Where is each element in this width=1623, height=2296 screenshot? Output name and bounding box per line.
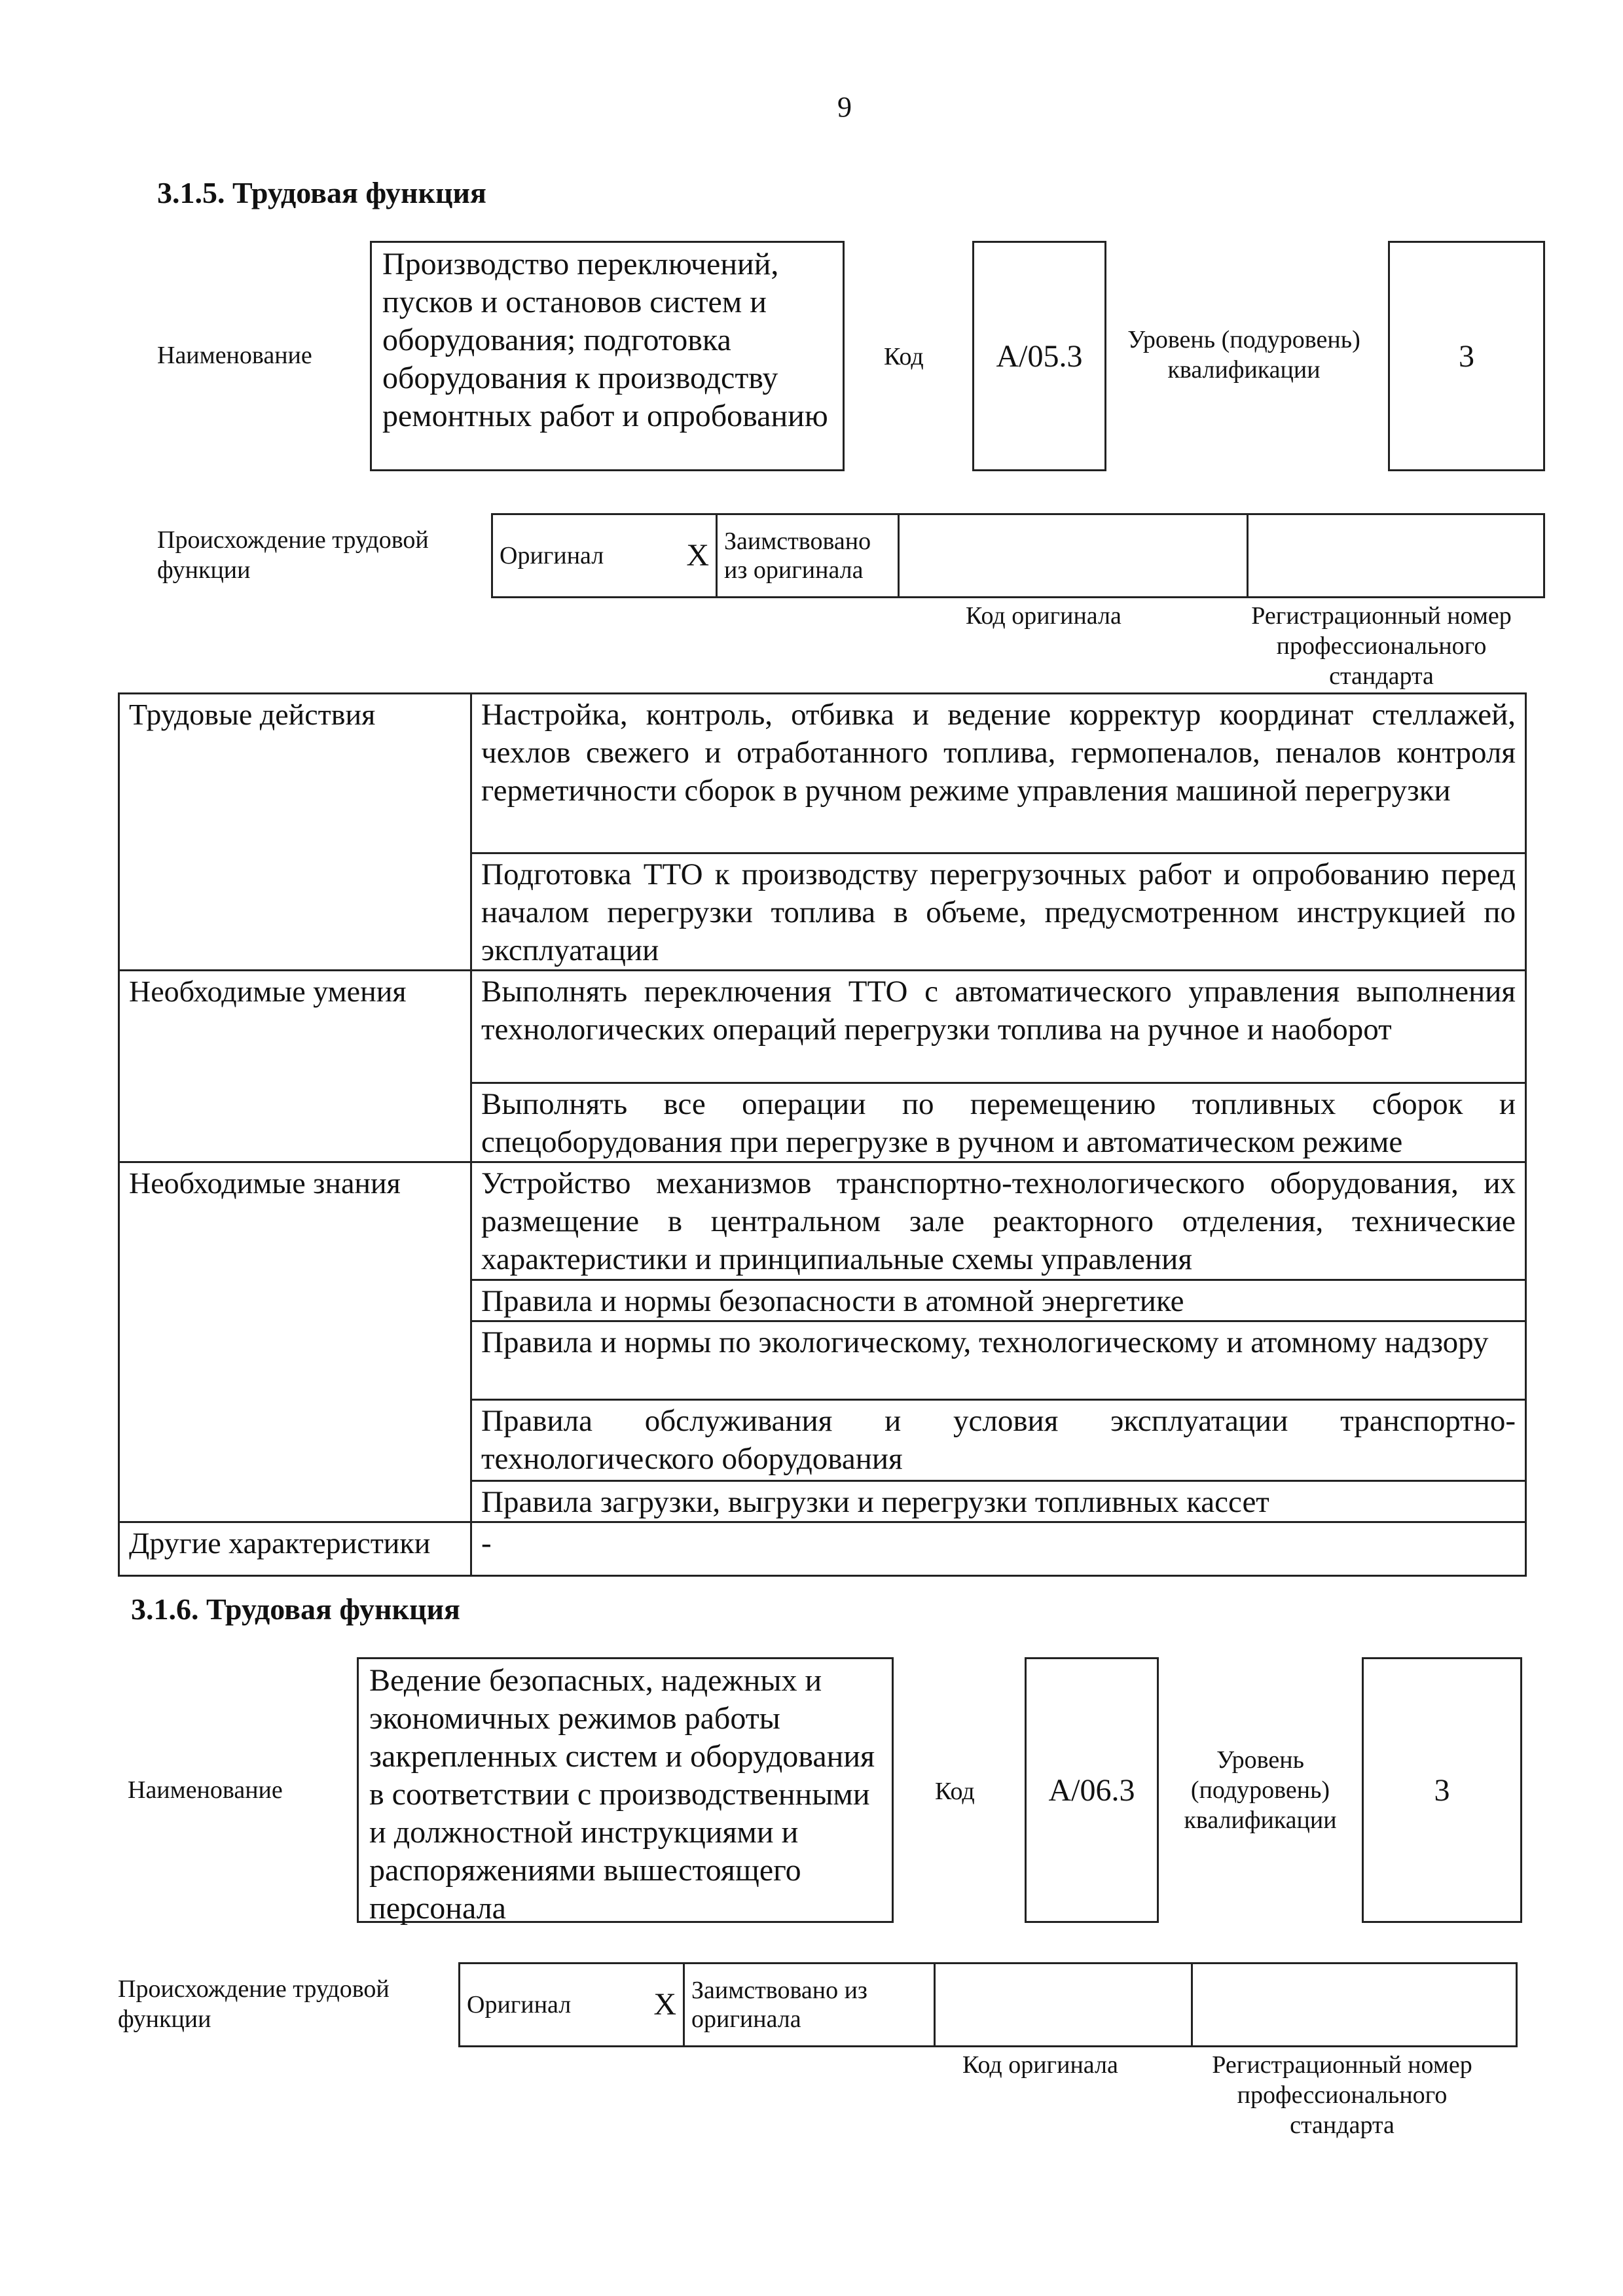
knowledge-item: Устройство механизмов транспортно-технологического оборудования, их размещение в центральном зале реакторного отделения, технические характеристики и принципиальные схемы управления [471, 1162, 1526, 1280]
skill-item: Выполнять переключения ТТО с автоматического управления выполнения технологических операций перегрузки топлива на ручное и наоборот [471, 971, 1526, 1083]
knowledge-item: Правила и нормы безопасности в атомной энергетике [471, 1280, 1526, 1321]
code-original-cell [899, 514, 1248, 598]
origin-label: Происхождение трудовой функции [157, 526, 429, 584]
level-box [1362, 1657, 1522, 1923]
function-name-box [370, 241, 845, 471]
level-value: 3 [1434, 1772, 1450, 1808]
page-number: 9 [837, 91, 852, 123]
skill-item: Выполнять все операции по перемещению топливных сборок и спецоборудования при перегрузке в ручном и автоматическом режиме [471, 1083, 1526, 1162]
origin-table [458, 1962, 1518, 2047]
borrowed-cell: Заимствовано из оригинала [684, 1964, 935, 2047]
original-label: Оригинал [467, 1991, 572, 2018]
original-label: Оригинал [500, 542, 604, 569]
code-value: А/05.3 [996, 338, 1083, 374]
knowledge-item: Правила загрузки, выгрузки и перегрузки топливных кассет [471, 1481, 1526, 1522]
origin-label: Происхождение трудовой функции [118, 1975, 390, 2033]
function-name-text: Ведение безопасных, надежных и экономичных режимов работы закрепленных систем и оборудования в соответствии с производственными и должностной инструкциями и распоряжениями вышестоящего персонала [369, 1663, 875, 1926]
name-label: Наименование [157, 342, 312, 369]
code-box [972, 241, 1106, 471]
code-label: Код [884, 343, 924, 370]
code-original-cell [935, 1964, 1192, 2047]
level-value: 3 [1459, 338, 1474, 374]
characteristics-table [118, 692, 1527, 1577]
reg-number-caption: Регистрационный номер профессионального стандарта [1251, 602, 1512, 690]
knowledge-item: Правила обслуживания и условия эксплуатации транспортно-технологического оборудования [471, 1400, 1526, 1481]
other-characteristics-value: - [471, 1522, 1526, 1576]
borrowed-cell: Заимствовано из оригинала [717, 514, 899, 598]
section-heading-3-1-5: 3.1.5. Трудовая функция [157, 176, 486, 209]
reg-number-cell [1192, 1964, 1517, 2047]
level-box [1388, 241, 1545, 471]
origin-table [491, 513, 1545, 598]
code-box [1025, 1657, 1159, 1923]
knowledge-item: Правила и нормы по экологическому, технологическому и атомному надзору [471, 1321, 1526, 1400]
reg-number-cell [1248, 514, 1544, 598]
level-label: Уровень (подуровень) квалификации [1184, 1746, 1337, 1834]
original-mark: X [686, 538, 709, 573]
name-label: Наименование [128, 1776, 283, 1804]
labor-actions-label: Трудовые действия [119, 694, 471, 971]
level-label: Уровень (подуровень) квалификации [1127, 326, 1360, 384]
labor-action-item: Подготовка ТТО к производству перегрузочных работ и опробованию перед началом перегрузки топлива в объеме, предусмотренном инструкцией по эксплуатации [471, 853, 1526, 971]
code-original-caption: Код оригинала [962, 2051, 1118, 2079]
function-name-text: Производство переключений, пусков и остановов систем и оборудования; подготовка оборудования к производству ремонтных работ и опробованию [382, 247, 828, 433]
labor-action-item: Настройка, контроль, отбивка и ведение корректур координат стеллажей, чехлов свежего и отработанного топлива, гермопеналов, пеналов контроля герметичности сборок в ручном режиме управления машиной перегрузки [471, 694, 1526, 853]
code-value: А/06.3 [1048, 1772, 1135, 1808]
code-label: Код [935, 1778, 975, 1805]
other-characteristics-label: Другие характеристики [119, 1522, 471, 1576]
original-cell [460, 1964, 684, 2047]
code-original-caption: Код оригинала [966, 602, 1122, 630]
skills-label: Необходимые умения [119, 971, 471, 1162]
knowledge-label: Необходимые знания [119, 1162, 471, 1522]
section-heading-3-1-6: 3.1.6. Трудовая функция [131, 1592, 460, 1626]
original-cell [492, 514, 717, 598]
reg-number-caption: Регистрационный номер профессионального стандарта [1212, 2051, 1472, 2139]
original-mark: X [653, 1987, 676, 2022]
function-name-box [357, 1657, 894, 1926]
